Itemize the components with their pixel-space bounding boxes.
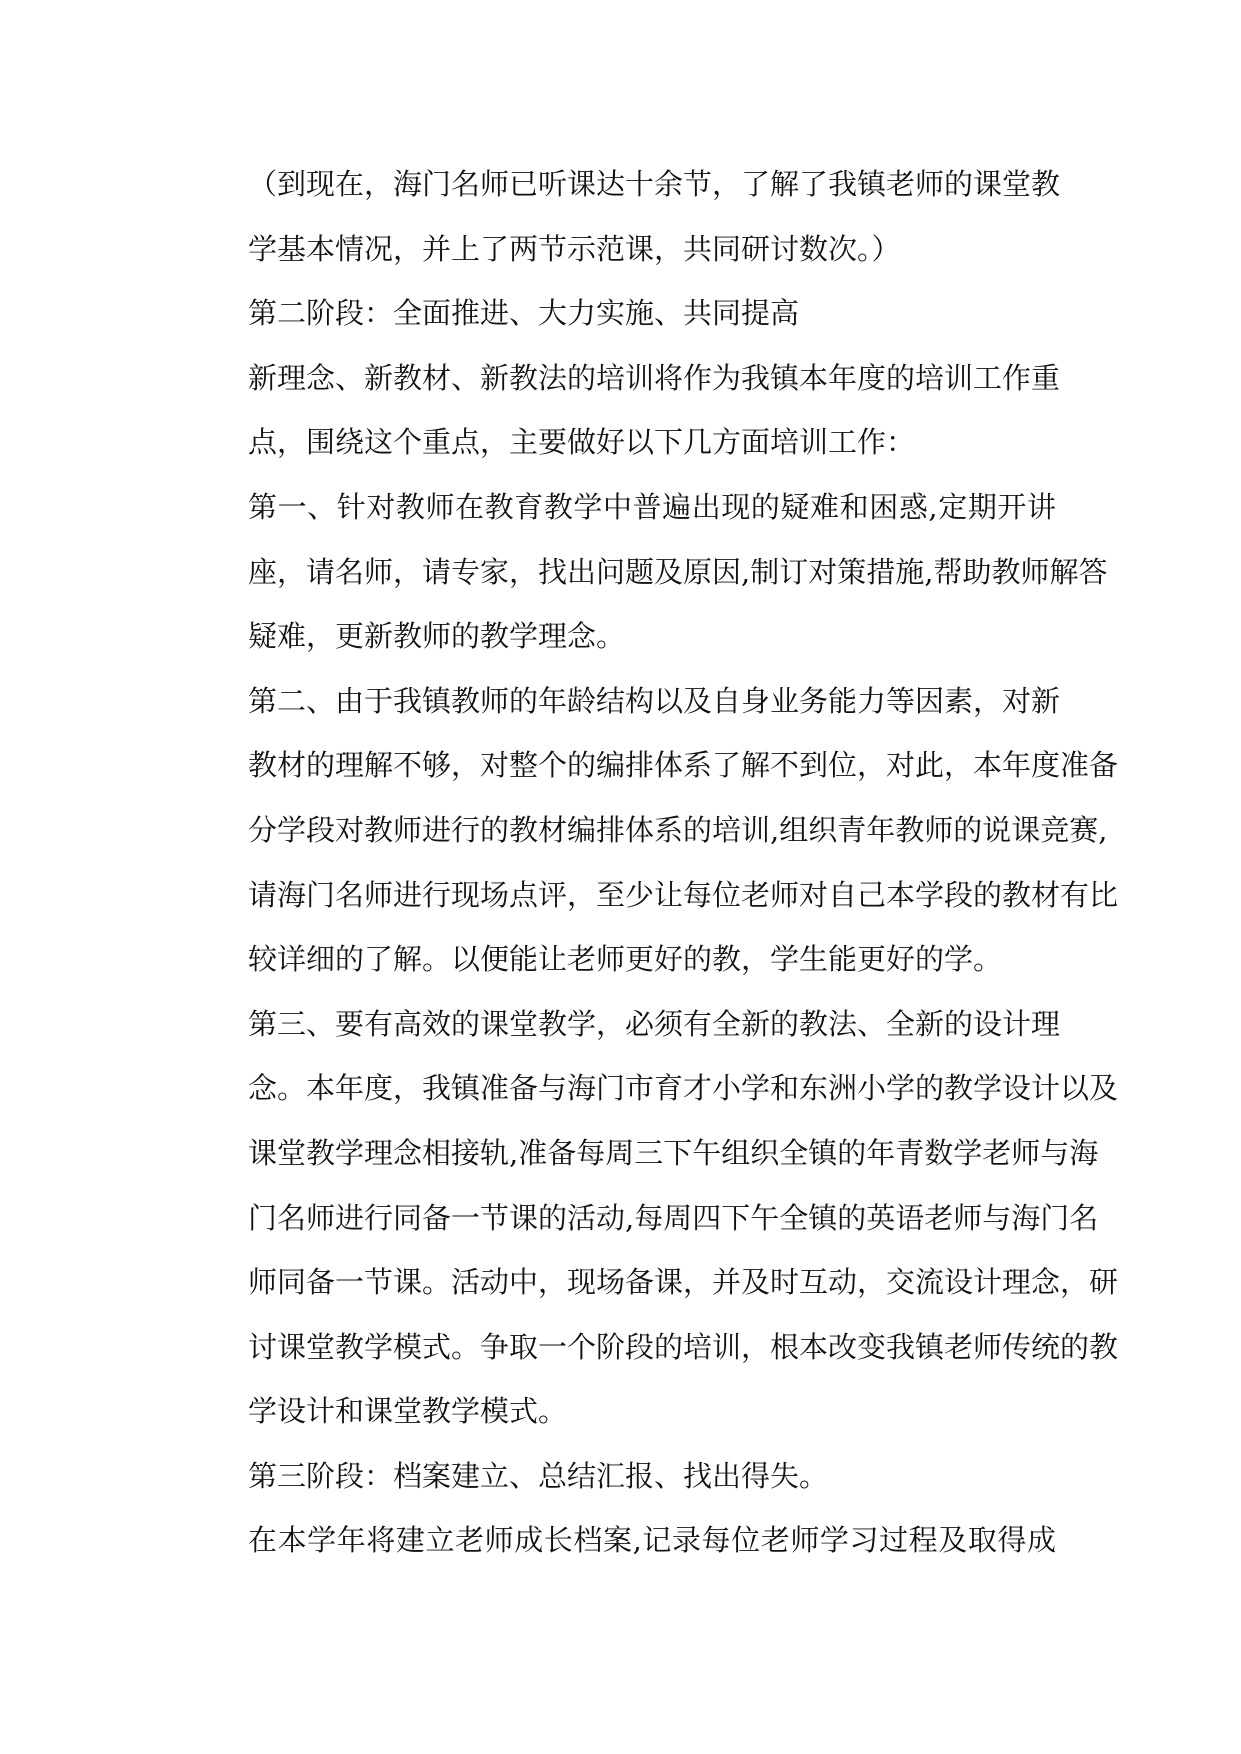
paragraph-second-item [190, 669, 1119, 992]
text-line: 第二、由于我镇教师的年龄结构以及自身业务能力等因素，对新 [248, 683, 1061, 718]
paragraph-3 [190, 346, 1061, 475]
text-line: 讨课堂教学模式。争取一个阶段的培训，根本改变我镇老师传统的教 [248, 1329, 1119, 1364]
text-line: 学设计和课堂教学模式。 [248, 1394, 568, 1429]
text-line: 分学段对教师进行的教材编排体系的培训,组织青年教师的说课竞赛, [248, 812, 1108, 847]
document-body [190, 152, 1119, 1573]
text-line: 学基本情况，并上了两节示范课，共同研讨数次。） [248, 231, 901, 266]
text-line: （到现在，海门名师已听课达十余节，了解了我镇老师的课堂教 [248, 167, 1061, 201]
paragraph-first-item [190, 475, 1108, 669]
text-line: 在本学年将建立老师成长档案,记录每位老师学习过程及取得成 [248, 1523, 1056, 1558]
text-line: 点，围绕这个重点，主要做好以下几方面培训工作： [248, 425, 916, 460]
text-line: 座，请名师，请专家，找出问题及原因,制订对策措施,帮助教师解答 [248, 554, 1108, 589]
section-heading-stage-3 [190, 1444, 1056, 1509]
text-line: 新理念、新教材、新教法的培训将作为我镇本年度的培训工作重 [248, 360, 1061, 395]
text-line: 第一、针对教师在教育教学中普遍出现的疑难和困惑,定期开讲 [248, 489, 1056, 524]
text-line: 较详细的了解。以便能让老师更好的教，学生能更好的学。 [248, 942, 1003, 977]
text-line: 第三、要有高效的课堂教学，必须有全新的教法、全新的设计理 [248, 1006, 1061, 1041]
text-line: 念。本年度，我镇准备与海门市育才小学和东洲小学的教学设计以及 [248, 1071, 1119, 1106]
text-line: 门名师进行同备一节课的活动,每周四下午全镇的英语老师与海门名 [248, 1200, 1099, 1235]
text-line: 请海门名师进行现场点评，至少让每位老师对自己本学段的教材有比 [248, 877, 1119, 912]
text-line: 教材的理解不够，对整个的编排体系了解不到位，对此，本年度准备 [248, 748, 1119, 783]
section-heading-stage-2 [190, 281, 1056, 346]
paragraph-archive [190, 1508, 1056, 1573]
text-line: 疑难，更新教师的教学理念。 [248, 619, 626, 654]
text-line: 师同备一节课。活动中，现场备课，并及时互动，交流设计理念，研 [248, 1265, 1119, 1300]
text-line: 课堂教学理念相接轨,准备每周三下午组织全镇的年青数学老师与海 [248, 1135, 1099, 1170]
text-line: 第三阶段：档案建立、总结汇报、找出得失。 [248, 1458, 829, 1493]
text-line: 第二阶段：全面推进、大力实施、共同提高 [248, 296, 800, 331]
paragraph-third-item [190, 992, 1119, 1444]
paragraph-1 [190, 152, 1061, 281]
